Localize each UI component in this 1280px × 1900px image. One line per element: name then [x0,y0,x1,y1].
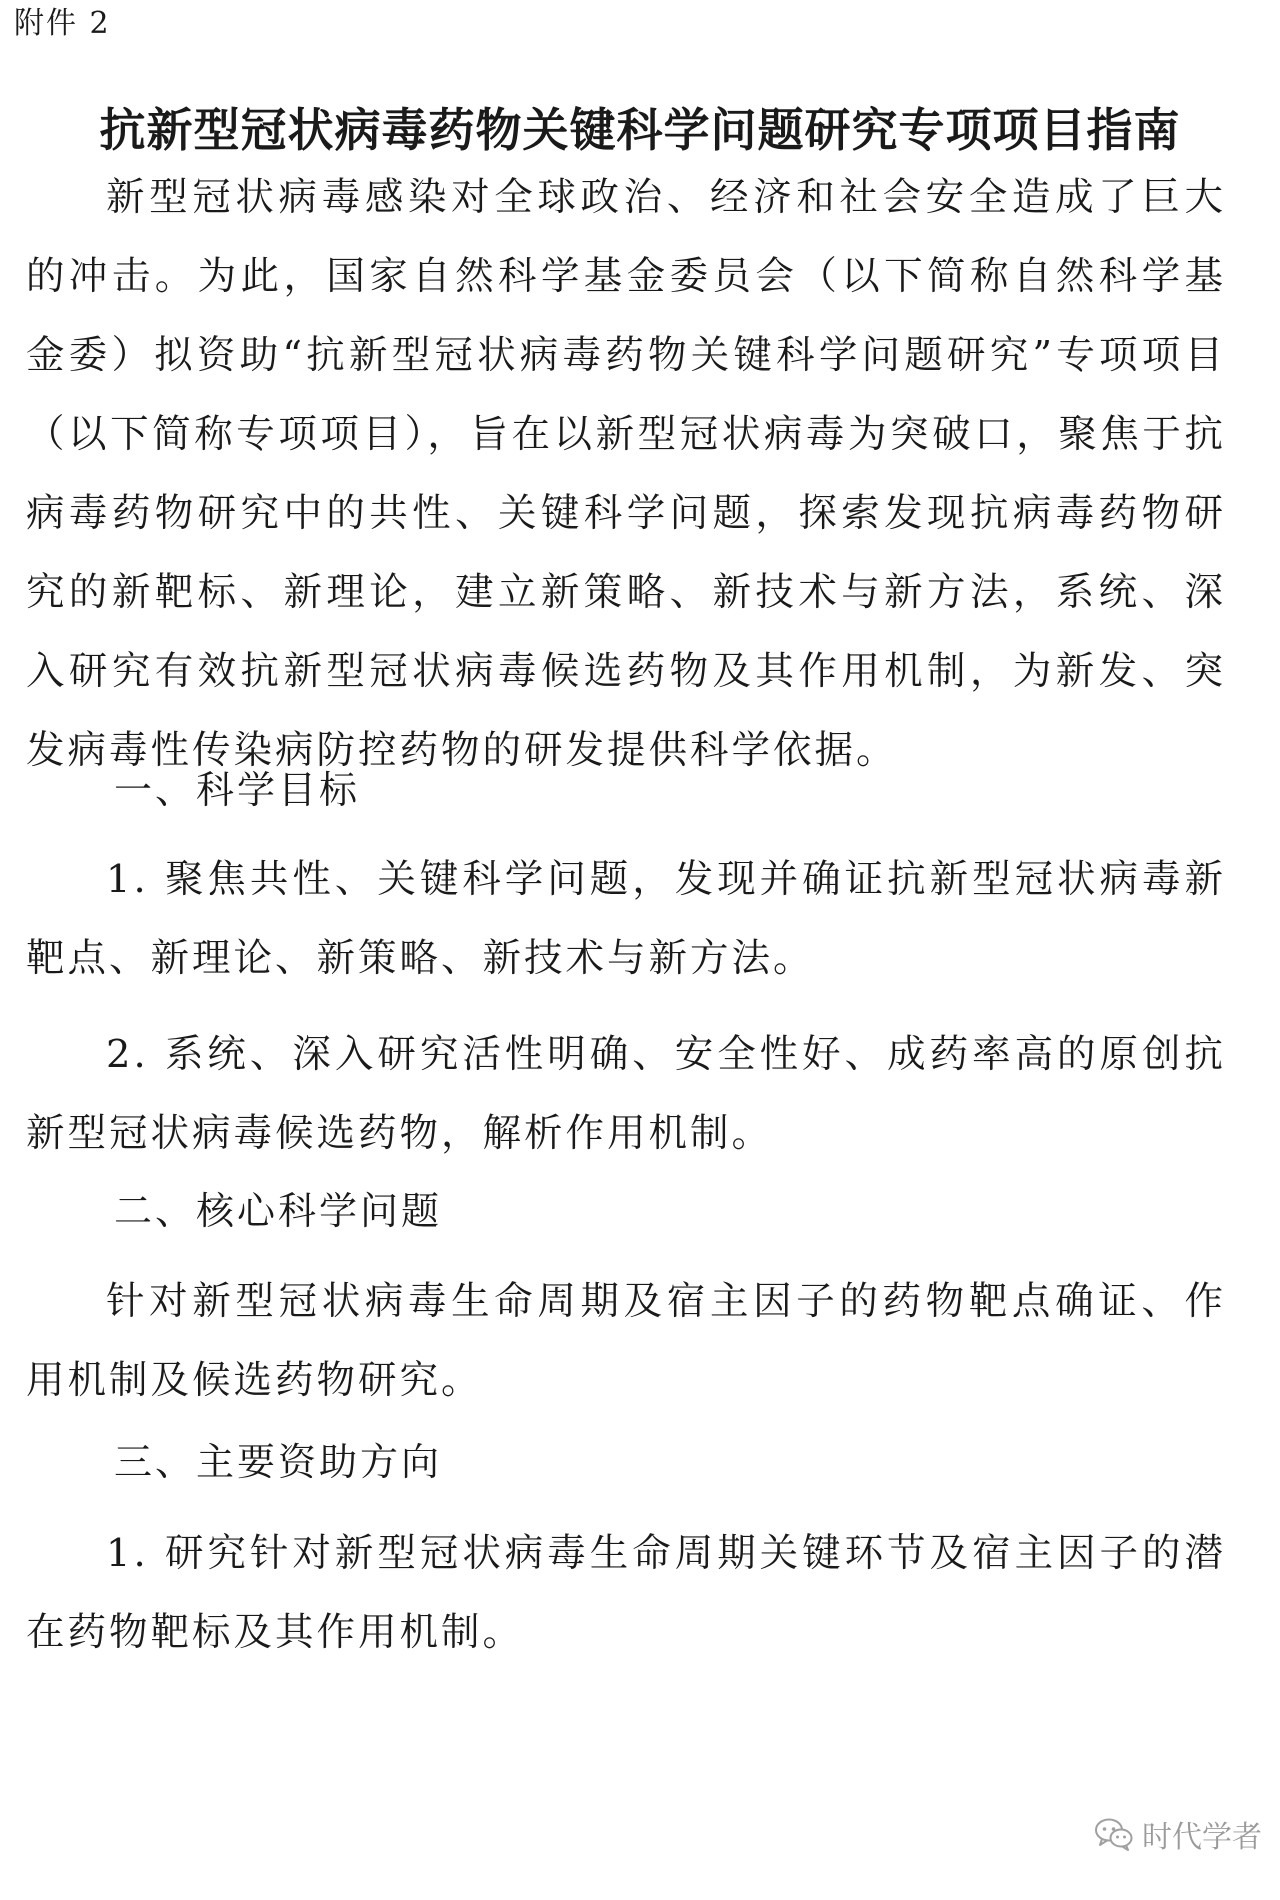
intro-paragraph: 新型冠状病毒感染对全球政治、经济和社会安全造成了巨大的冲击。为此，国家自然科学基金委员会（以下简称自然科学基金委）拟资助“抗新型冠状病毒药物关键科学问题研究”专项项目（以下简称专项项目），旨在以新型冠状病毒为突破口，聚焦于抗病毒药物研究中的共性、关键科学问题，探索发现抗病毒药物研究的新靶标、新理论，建立新策略、新技术与新方法，系统、深入研究有效抗新型冠状病毒候选药物及其作用机制，为新发、突发病毒性传染病防控药物的研发提供科学依据。 [26,175,1226,773]
section-heading-funding-directions: 三、主要资助方向 [114,1440,443,1484]
section-heading-core-questions: 二、核心科学问题 [114,1189,443,1233]
goal-paragraph-1: 1. 聚焦共性、关键科学问题，发现并确证抗新型冠状病毒新靶点、新理论、新策略、新技术与新方法。 [26,857,1226,981]
document-title: 抗新型冠状病毒药物关键科学问题研究专项项目指南 [99,103,1181,157]
watermark [1094,1812,1262,1856]
wechat-icon [1094,1817,1134,1851]
watermark-text: 时代学者 [1142,1820,1262,1855]
core-question-paragraph: 针对新型冠状病毒生命周期及宿主因子的药物靶点确证、作用机制及候选药物研究。 [26,1279,1226,1403]
funding-direction-paragraph-1: 1. 研究针对新型冠状病毒生命周期关键环节及宿主因子的潜在药物靶标及其作用机制。 [26,1531,1226,1655]
goal-paragraph-2: 2. 系统、深入研究活性明确、安全性好、成药率高的原创抗新型冠状病毒候选药物，解析作用机制。 [26,1032,1226,1156]
section-heading-scientific-goals: 一、科学目标 [114,768,361,812]
attachment-label: 附件 2 [14,6,111,41]
